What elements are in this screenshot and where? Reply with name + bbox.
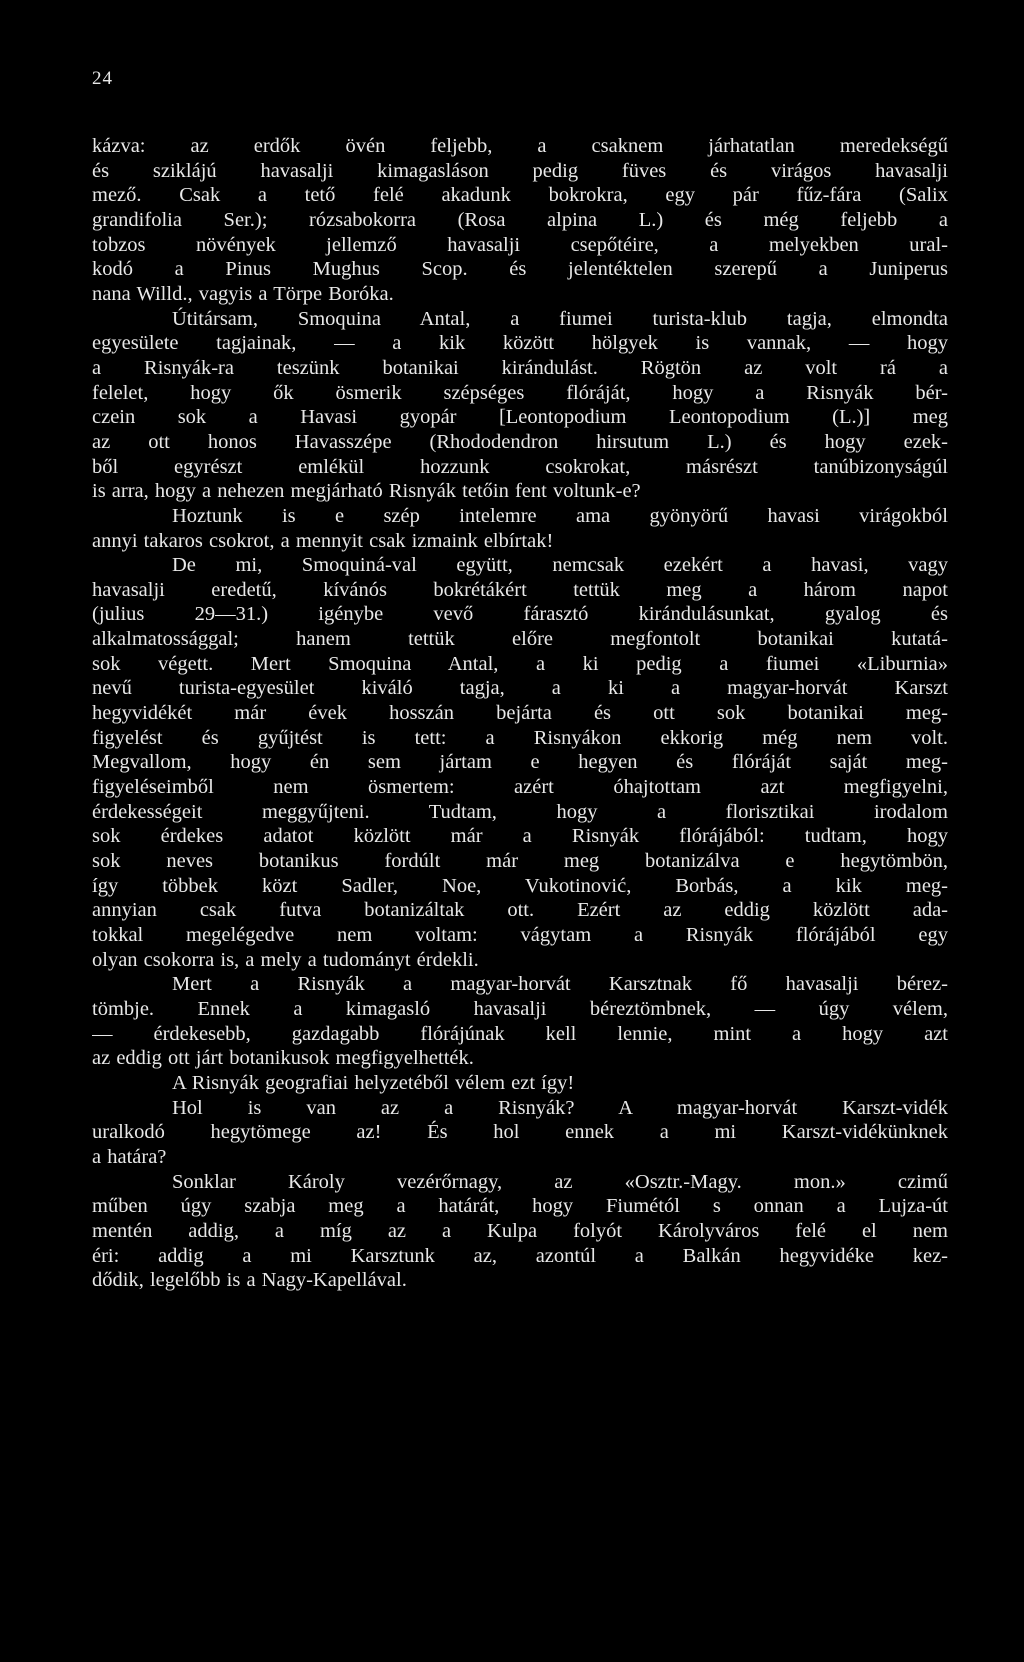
text-line: havasalji eredetű, kívánós bokrétákért tettük meg a három napot xyxy=(92,578,948,601)
text-line: és sziklájú havasalji kimagasláson pedig füves és virágos havasalji xyxy=(92,159,948,182)
text-line: tobzos növények jellemző havasalji csepőtéire, a melyekben ural- xyxy=(92,233,948,256)
text-line: felelet, hogy ők ösmerik szépséges flóráját, hogy a Risnyák bér- xyxy=(92,381,948,404)
text-line: a Risnyák-ra teszünk botanikai kirándulást. Rögtön az volt rá a xyxy=(92,356,948,379)
text-line: alkalmatossággal; hanem tettük előre megfontolt botanikai kutatá- xyxy=(92,628,948,651)
body-text xyxy=(92,134,948,1293)
text-line: nevű turista-egyesület kiváló tagja, a ki a magyar-horvát Karszt xyxy=(92,677,948,700)
text-line: Megvallom, hogy én sem jártam e hegyen és flóráját saját meg- xyxy=(92,751,948,774)
text-line: éri: addig a mi Karsztunk az, azontúl a Balkán hegyvidéke kez- xyxy=(92,1244,948,1267)
text-line: annyi takaros csokrot, a mennyit csak izmaink elbírtak! xyxy=(92,529,554,552)
text-line: hegyvidékét már évek hosszán bejárta és ott sok botanikai meg- xyxy=(92,702,948,725)
text-line: az ott honos Havasszépe (Rhododendron hirsutum L.) és hogy ezek- xyxy=(92,430,948,453)
text-line: Mert a Risnyák a magyar-horvát Karsztnak fő havasalji bérez- xyxy=(172,973,948,996)
text-line: is arra, hogy a nehezen megjárható Risnyák tetőin fent voltunk-e? xyxy=(92,480,641,503)
text-line: műben úgy szabja meg a határát, hogy Fiumétól s onnan a Lujza-út xyxy=(92,1195,948,1218)
text-line: Hoztunk is e szép intelemre ama gyönyörű havasi virágokból xyxy=(172,504,948,527)
page-number: 24 xyxy=(92,68,113,89)
text-line: egyesülete tagjainak, — a kik között hölgyek is vannak, — hogy xyxy=(92,332,948,355)
text-line: figyelést és gyűjtést is tett: a Risnyákon ekkorig még nem volt. xyxy=(92,726,948,749)
text-line: az eddig ott járt botanikusok megfigyelhették. xyxy=(92,1047,474,1070)
text-line: uralkodó hegytömege az! És hol ennek a mi Karszt-vidékünknek xyxy=(92,1121,948,1144)
text-line: ből egyrészt emlékül hozzunk csokrokat, másrészt tanúbizonyságúl xyxy=(92,455,948,478)
text-line: A Risnyák geografiai helyzetéből vélem ezt így! xyxy=(172,1071,575,1094)
text-line: grandifolia Ser.); rózsabokorra (Rosa alpina L.) és még feljebb a xyxy=(92,208,948,231)
text-line: kázva: az erdők övén feljebb, a csaknem járhatatlan meredekségű xyxy=(92,135,948,157)
text-line: — érdekesebb, gazdagabb flórájúnak kell lennie, mint a hogy azt xyxy=(92,1022,948,1045)
text-line: Sonklar Károly vezérőrnagy, az «Osztr.-Magy. mon.» czimű xyxy=(172,1170,948,1193)
text-line: tokkal megelégedve nem voltam: vágytam a Risnyák flórájából egy xyxy=(92,924,948,946)
text-line: érdekességeit meggyűjteni. Tudtam, hogy a florisztikai irodalom xyxy=(92,800,948,823)
text-line: mentén addig, a míg az a Kulpa folyót Károlyváros felé el nem xyxy=(92,1219,948,1242)
text-line: olyan csokorra is, a mely a tudományt érdekli. xyxy=(92,948,479,971)
text-line: mező. Csak a tető felé akadunk bokrokra, egy pár fűz-fára (Salix xyxy=(92,184,948,207)
text-line: a határa? xyxy=(92,1145,167,1168)
text-line: kodó a Pinus Mughus Scop. és jelentéktelen szerepű a Juniperus xyxy=(92,258,948,281)
text-line: dődik, legelőbb is a Nagy-Kapellával. xyxy=(92,1269,407,1292)
text-line: sok neves botanikus fordúlt már meg botanizálva e hegytömbön, xyxy=(92,850,948,873)
text-line: így többek közt Sadler, Noe, Vukotinović, Borbás, a kik meg- xyxy=(92,874,948,897)
text-line: sok végett. Mert Smoquina Antal, a ki pedig a fiumei «Liburnia» xyxy=(92,652,948,675)
text-line: czein sok a Havasi gyopár [Leontopodium Leontopodium (L.)] meg xyxy=(92,406,948,429)
text-line: tömbje. Ennek a kimagasló havasalji béreztömbnek, — úgy vélem, xyxy=(92,997,948,1020)
text-line: Hol is van az a Risnyák? A magyar-horvát Karszt-vidék xyxy=(172,1096,948,1119)
text-line: nana Willd., vagyis a Törpe Boróka. xyxy=(92,282,394,305)
text-line: (julius 29—31.) igénybe vevő fárasztó kirándulásunkat, gyalog és xyxy=(92,603,948,626)
text-line: annyian csak futva botanizáltak ott. Ezért az eddig közlött ada- xyxy=(92,899,948,922)
text-line: De mi, Smoquiná-val együtt, nemcsak ezekért a havasi, vagy xyxy=(172,554,948,577)
text-line: figyeléseimből nem ösmertem: azért óhajtottam azt megfigyelni, xyxy=(92,776,948,799)
text-line: Útitársam, Smoquina Antal, a fiumei turista-klub tagja, elmondta xyxy=(172,307,948,330)
text-line: sok érdekes adatot közlött már a Risnyák flórájából: tudtam, hogy xyxy=(92,825,948,848)
